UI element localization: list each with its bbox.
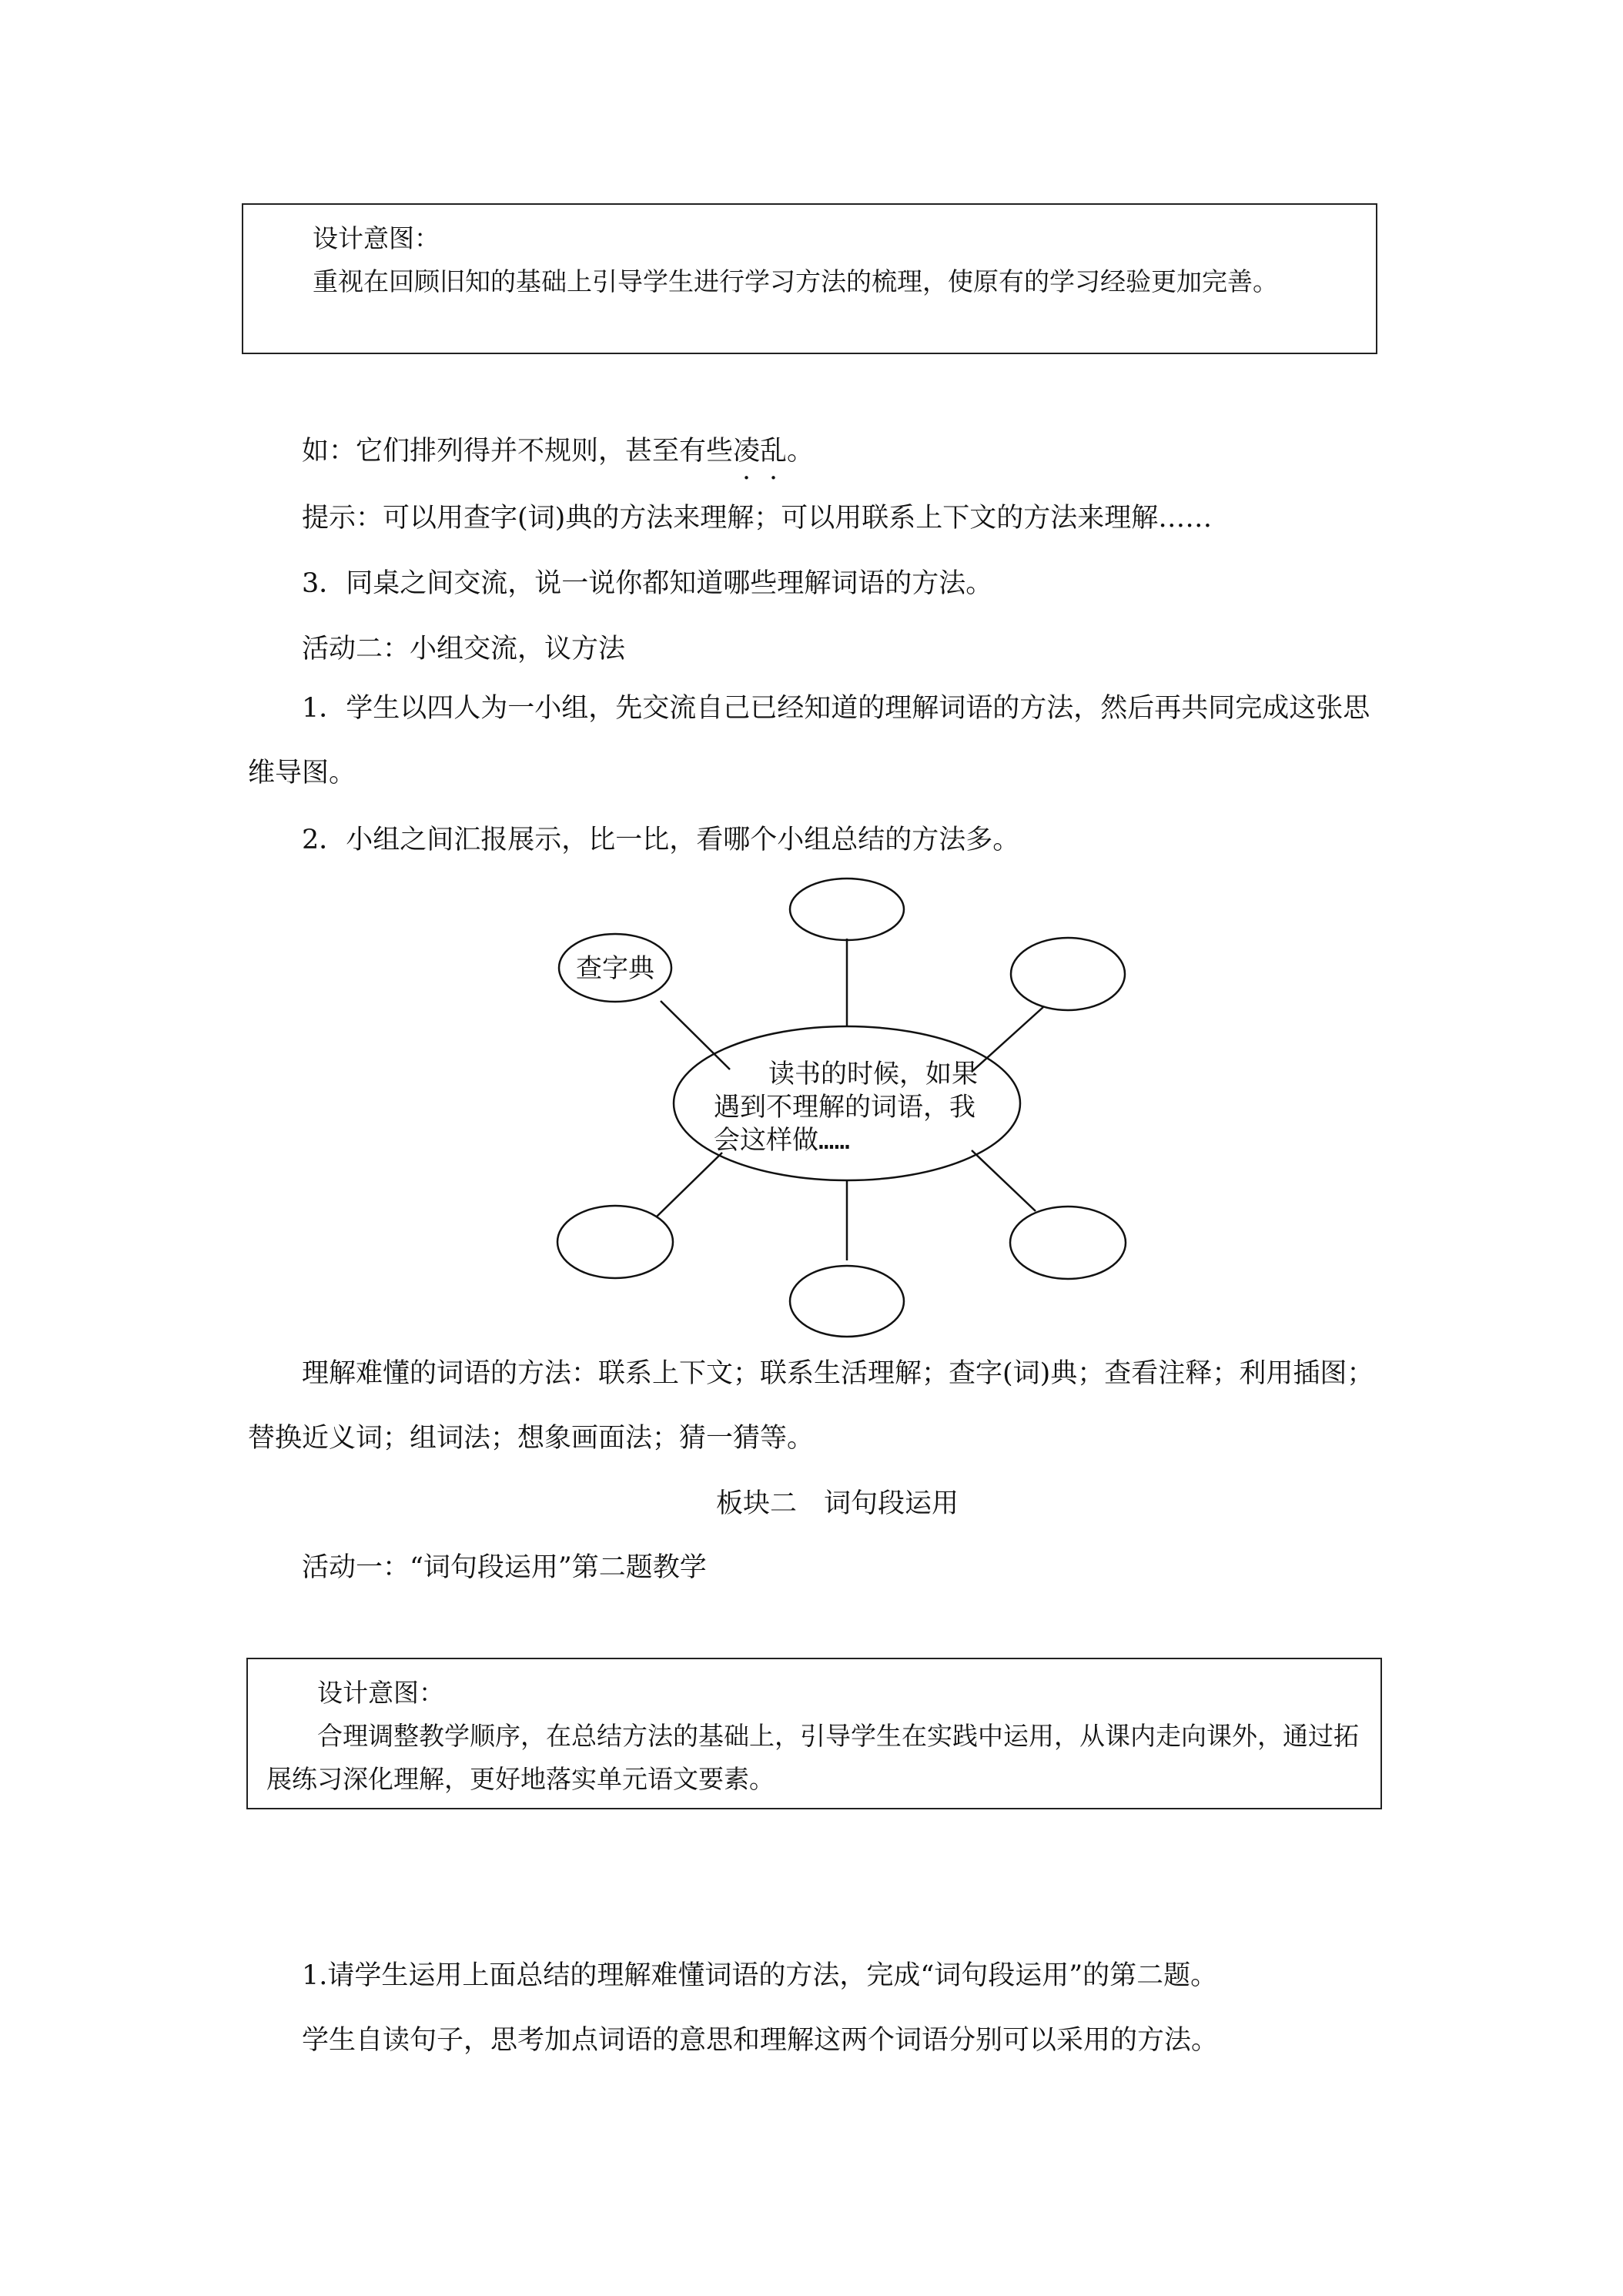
node-bottom-left [557,1206,673,1278]
design-intent-title: 设计意图： [313,223,440,253]
task-1-text: 1.请学生运用上面总结的理解难懂词语的方法，完成“词句段运用”的第二题。 [302,1960,1218,1991]
center-node-text-line2: 遇到不理解的词语，我 [714,1092,975,1123]
node-bottom [790,1266,904,1337]
example-sentence: 如：它们排列得并不规则，甚至有些凌乱。 [302,436,815,467]
methods-summary: 理解难懂的词语的方法：联系上下文；联系生活理解；查字(词)典；查看注释；利用插图；替换近义词；组词法；想象画面法；猜一猜等。 [248,1358,1374,1454]
design-intent-body-2: 合理调整教学顺序，在总结方法的基础上，引导学生在实践中运用，从课内走向课外，通过拓展练习深化理解，更好地落实单元语文要素。 [266,1721,1359,1794]
node-bottom-right [1010,1207,1126,1279]
node-top [790,879,904,940]
emphasized-char-1: 凌 [733,436,761,467]
connector-top-right [972,1007,1043,1072]
dictionary-node-label: 查字典 [576,953,654,984]
item-2-text: 2．小组之间汇报展示，比一比，看哪个小组总结的方法多。 [302,825,1020,855]
center-node-text-line1: 读书的时候，如果 [768,1059,978,1089]
design-intent-title-2: 设计意图： [317,1678,444,1708]
node-top-right [1011,938,1125,1010]
hint-text: 提示：可以用查字(词)典的方法来理解；可以用联系上下文的方法来理解…… [302,503,1213,534]
design-intent-box-2 [246,1658,1382,1809]
task-2-text: 学生自读句子，思考加点词语的意思和理解这两个词语分别可以采用的方法。 [302,2025,1219,2056]
connector-top-left [661,1001,730,1069]
design-intent-body: 重视在回顾旧知的基础上引导学生进行学习方法的梳理，使原有的学习经验更加完善。 [313,266,1278,296]
connector-bottom-right [972,1150,1036,1211]
step-3-text: 3．同桌之间交流，说一说你都知道哪些理解词语的方法。 [302,568,993,599]
activity-1-heading: 活动一：“词句段运用”第二题教学 [302,1552,707,1583]
connector-bottom-left [657,1153,722,1217]
section-heading: 板块二 词句段运用 [716,1488,959,1519]
item-1-text: 1．学生以四人为一小组，先交流自己已经知道的理解词语的方法，然后再共同完成这张思维导图。 [248,693,1370,788]
emphasized-char-2: 乱 [760,436,788,467]
activity-2-heading: 活动二：小组交流，议方法 [302,634,626,664]
center-node-text-line3: 会这样做…… [714,1125,850,1156]
